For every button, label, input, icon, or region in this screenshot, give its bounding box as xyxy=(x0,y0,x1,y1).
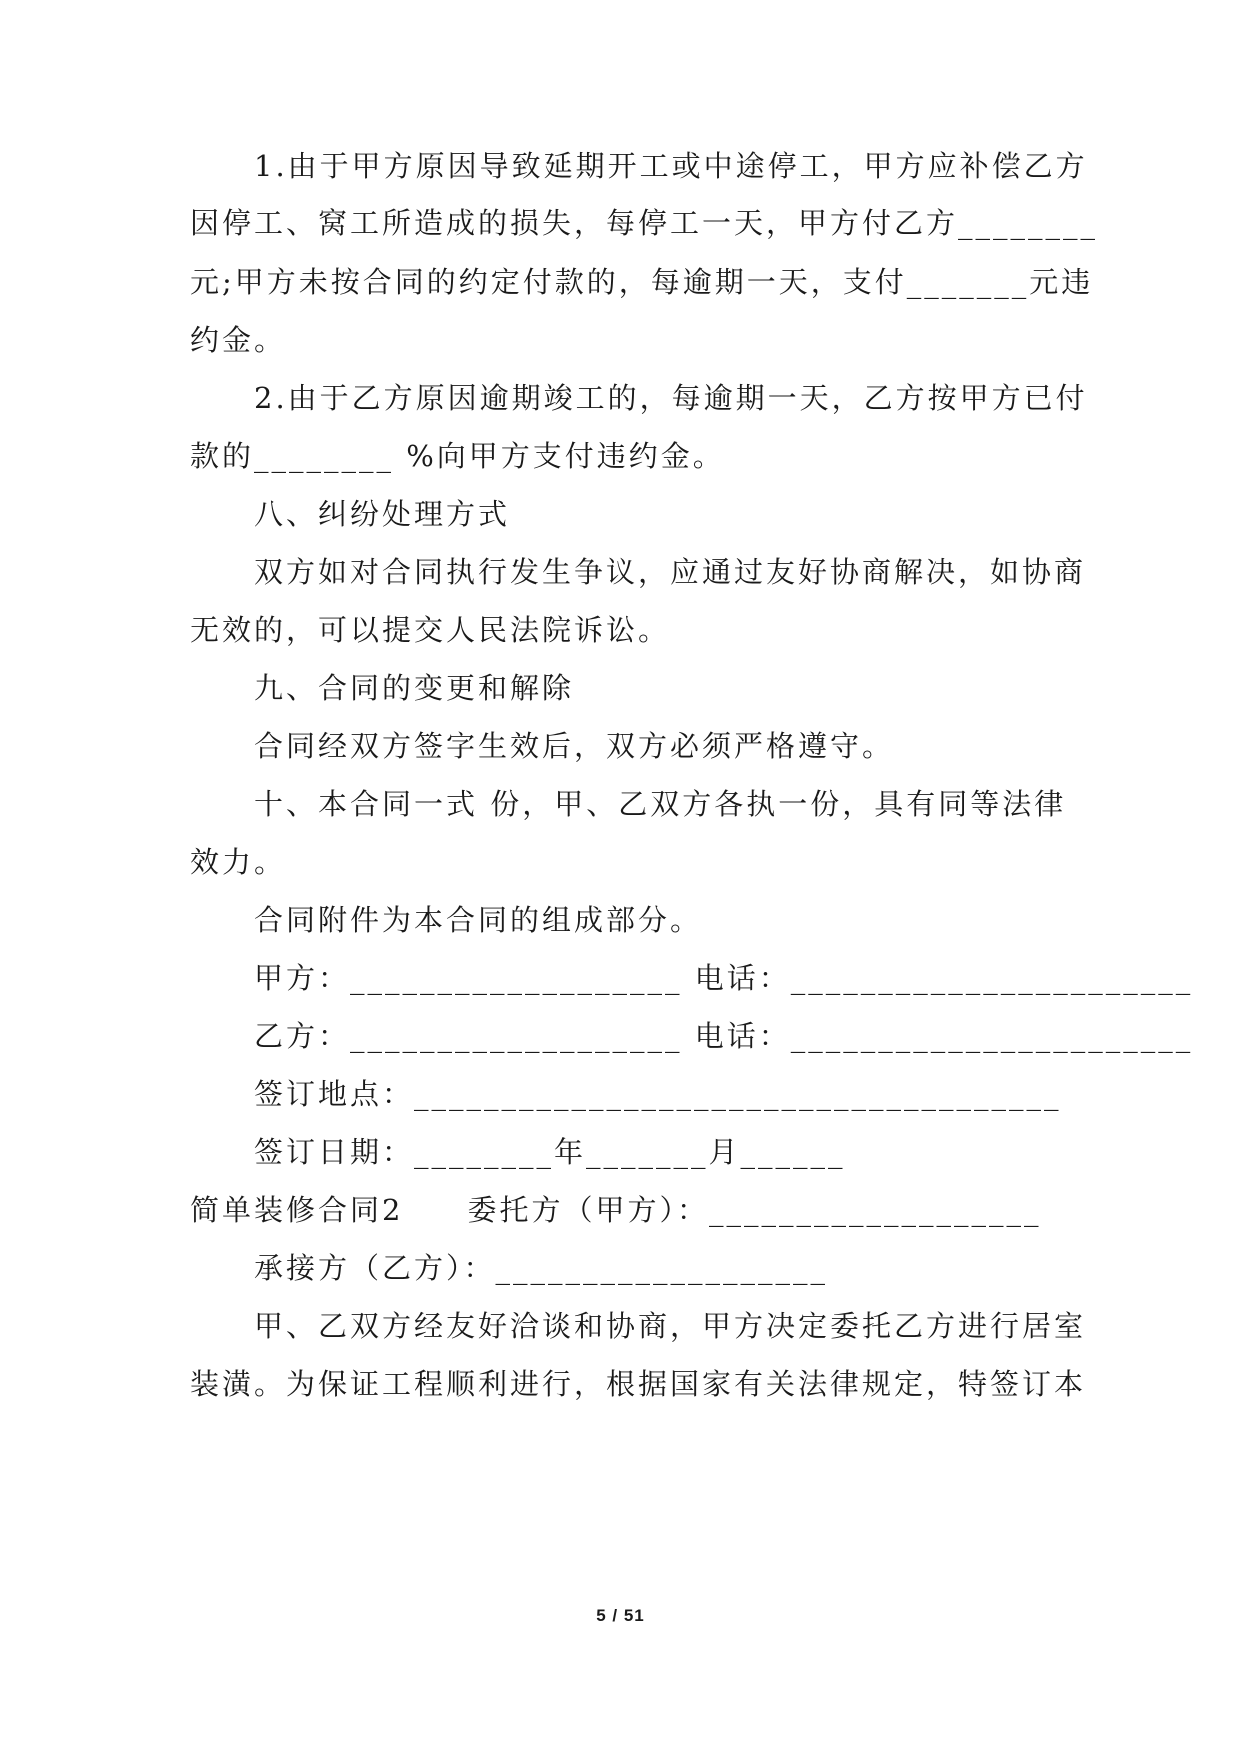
paragraph-line: 2.由于乙方原因逾期竣工的，每逾期一天，乙方按甲方已付 xyxy=(254,381,1088,415)
signature-line-party-b: 乙方：___________________ 电话：_______________________ xyxy=(254,1019,1194,1053)
paragraph-line: 十、本合同一式 份，甲、乙双方各执一份，具有同等法律 xyxy=(254,787,1067,821)
paragraph-line: 合同经双方签字生效后，双方必须严格遵守。 xyxy=(254,729,895,763)
paragraph-line: 因停工、窝工所造成的损失，每停工一天，甲方付乙方________ xyxy=(190,206,1099,240)
paragraph-line: 效力。 xyxy=(190,845,287,879)
signing-date-line: 签订日期：________年_______月______ xyxy=(254,1135,846,1169)
signature-line-party-a: 甲方：___________________ 电话：_______________________ xyxy=(254,961,1194,995)
section-heading: 八、纠纷处理方式 xyxy=(254,497,511,531)
paragraph-line: 双方如对合同执行发生争议，应通过友好协商解决，如协商 xyxy=(254,555,1087,589)
paragraph-line: 款的________ %向甲方支付违约金。 xyxy=(190,439,725,473)
paragraph-line: 1.由于甲方原因导致延期开工或中途停工，甲方应补偿乙方 xyxy=(254,149,1088,183)
signing-place-line: 签订地点：_____________________________________ xyxy=(254,1077,1062,1111)
paragraph-line: 无效的，可以提交人民法院诉讼。 xyxy=(190,613,671,647)
paragraph-line: 合同附件为本合同的组成部分。 xyxy=(254,903,703,937)
contractor-line: 承接方（乙方）：___________________ xyxy=(254,1251,829,1285)
section-heading: 九、合同的变更和解除 xyxy=(254,671,575,705)
paragraph-line: 元;甲方未按合同的约定付款的，每逾期一天，支付_______元违 xyxy=(190,265,1094,299)
page-number: 5 / 51 xyxy=(596,1606,645,1625)
paragraph-line: 甲、乙双方经友好洽谈和协商，甲方决定委托乙方进行居室 xyxy=(254,1309,1087,1343)
paragraph-line: 装潢。为保证工程顺利进行，根据国家有关法律规定，特签订本 xyxy=(190,1367,1087,1401)
paragraph-line: 约金。 xyxy=(190,323,287,357)
contract-2-title-line: 简单装修合同2 委托方（甲方）：___________________ xyxy=(190,1193,1042,1227)
